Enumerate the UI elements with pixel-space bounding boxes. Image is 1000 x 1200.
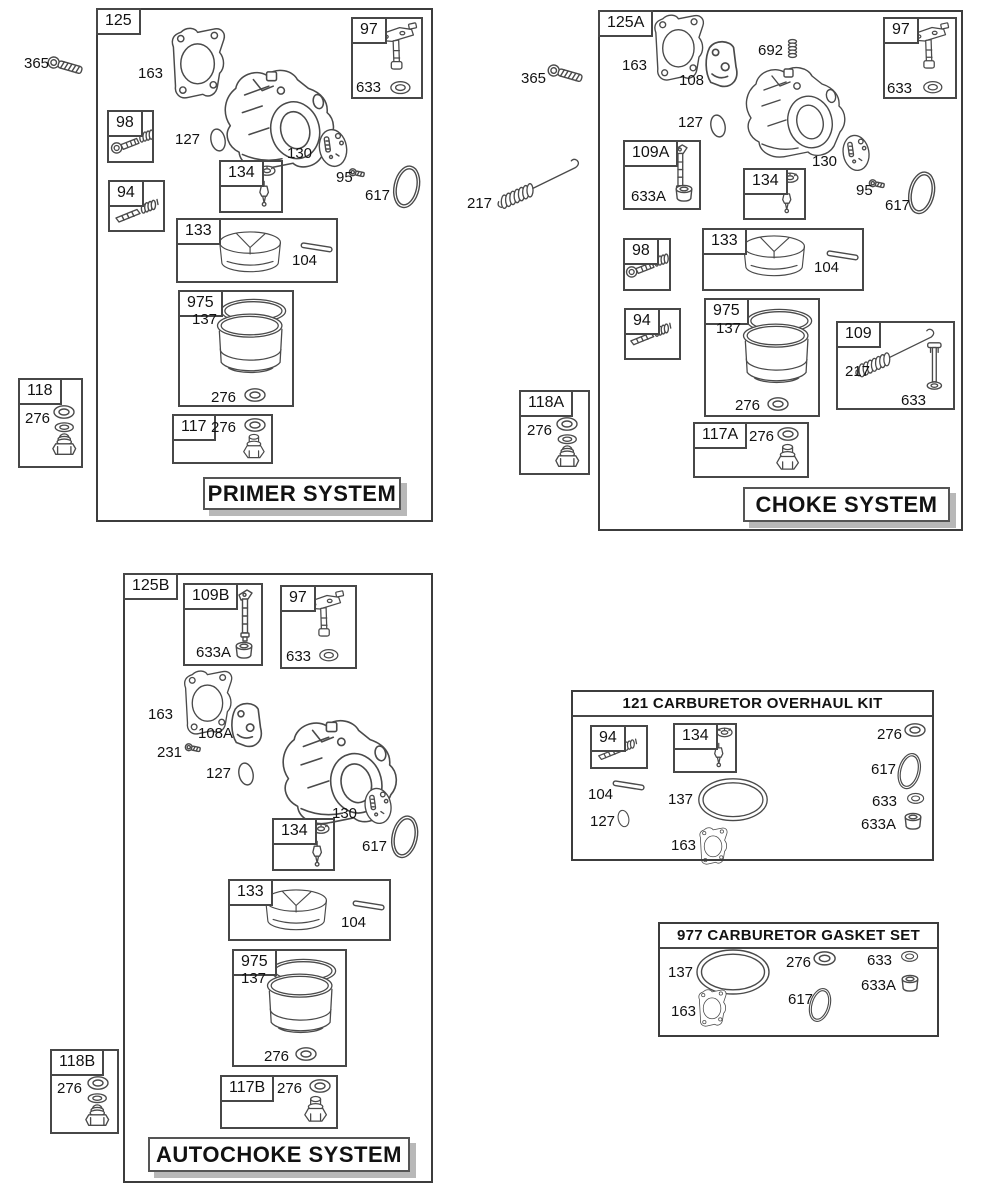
part-label-231: 231: [157, 744, 183, 761]
part-label-127: 127: [590, 813, 616, 830]
part-label-633: 633: [286, 648, 312, 665]
tag-134: 134: [272, 818, 317, 845]
tag-choke-group: 125A: [598, 10, 653, 37]
tag-975: 975: [178, 290, 223, 317]
tag-118: 118: [18, 378, 62, 405]
overhaul-kit-title: 121 CARBURETOR OVERHAUL KIT: [573, 692, 932, 717]
tag-109A: 109A: [623, 140, 678, 167]
part-label-217: 217: [467, 195, 493, 212]
part-label-276: 276: [277, 1080, 303, 1097]
part-label-617: 617: [788, 991, 814, 1008]
part-label-633A: 633A: [861, 816, 897, 833]
part-label-130: 130: [812, 153, 838, 170]
part-label-633A: 633A: [861, 977, 897, 994]
part-label-633: 633: [872, 793, 898, 810]
tag-133: 133: [176, 218, 221, 245]
part-label-163: 163: [148, 706, 174, 723]
tag-134: 134: [219, 160, 264, 187]
part-label-127: 127: [678, 114, 704, 131]
tag-98: 98: [623, 238, 659, 265]
part-label-104: 104: [292, 252, 318, 269]
part-label-137: 137: [241, 970, 267, 987]
part-label-633: 633: [867, 952, 893, 969]
part-label-276: 276: [877, 726, 903, 743]
part-label-95: 95: [856, 182, 873, 199]
part-label-633: 633: [356, 79, 382, 96]
tag-118A: 118A: [519, 390, 573, 417]
tag-primer-group: 125: [96, 8, 141, 35]
part-label-104: 104: [588, 786, 614, 803]
choke-system-title: CHOKE SYSTEM: [743, 487, 950, 522]
part-label-127: 127: [175, 131, 201, 148]
part-label-108A: 108A: [198, 725, 234, 742]
tag-134: 134: [743, 168, 788, 195]
part-label-130: 130: [332, 805, 358, 822]
tag-94: 94: [624, 308, 660, 335]
part-label-163: 163: [671, 1003, 697, 1020]
part-label-137: 137: [668, 964, 694, 981]
part-label-276: 276: [57, 1080, 83, 1097]
part-label-163: 163: [622, 57, 648, 74]
tag-117: 117: [172, 414, 216, 441]
part-label-217: 217: [845, 363, 871, 380]
tag-109B: 109B: [183, 583, 238, 610]
tag-97: 97: [280, 585, 316, 612]
tag-117A: 117A: [693, 422, 747, 449]
part-label-130: 130: [287, 145, 313, 162]
part-label-163: 163: [671, 837, 697, 854]
choke-spring-icon: [498, 159, 578, 208]
part-label-617: 617: [885, 197, 911, 214]
part-label-276: 276: [25, 410, 51, 427]
part-label-617: 617: [362, 838, 388, 855]
tag-97: 97: [351, 17, 387, 44]
part-label-276: 276: [211, 419, 237, 436]
tag-118B: 118B: [50, 1049, 104, 1076]
part-label-137: 137: [668, 791, 694, 808]
part-label-276: 276: [527, 422, 553, 439]
part-label-617: 617: [871, 761, 897, 778]
part-label-365: 365: [24, 55, 50, 72]
screw-icon: [47, 56, 83, 76]
part-label-95: 95: [336, 169, 353, 186]
gasket-set-box: [658, 922, 939, 1037]
part-label-104: 104: [814, 259, 840, 276]
tag-134: 134: [673, 723, 718, 750]
part-label-137: 137: [716, 320, 742, 337]
part-label-276: 276: [211, 389, 237, 406]
part-label-633A: 633A: [631, 188, 667, 205]
part-label-163: 163: [138, 65, 164, 82]
tag-97: 97: [883, 17, 919, 44]
part-label-276: 276: [786, 954, 812, 971]
tag-autochoke-group: 125B: [123, 573, 178, 600]
gasket-set-title: 977 CARBURETOR GASKET SET: [660, 924, 937, 949]
tag-975: 975: [704, 298, 749, 325]
part-label-365: 365: [521, 70, 547, 87]
screw-icon: [547, 64, 583, 84]
tag-133: 133: [228, 879, 273, 906]
tag-94: 94: [108, 180, 144, 207]
part-label-633A: 633A: [196, 644, 232, 661]
primer-system-title: PRIMER SYSTEM: [203, 477, 401, 510]
autochoke-system-title: AUTOCHOKE SYSTEM: [148, 1137, 410, 1172]
tag-133: 133: [702, 228, 747, 255]
tag-975: 975: [232, 949, 277, 976]
part-label-617: 617: [365, 187, 391, 204]
part-label-633: 633: [901, 392, 927, 409]
tag-117B: 117B: [220, 1075, 274, 1102]
tag-98: 98: [107, 110, 143, 137]
part-label-276: 276: [749, 428, 775, 445]
tag-109: 109: [836, 321, 881, 348]
part-label-137: 137: [192, 311, 218, 328]
part-label-276: 276: [735, 397, 761, 414]
part-label-108: 108: [679, 72, 705, 89]
part-label-276: 276: [264, 1048, 290, 1065]
tag-94: 94: [590, 725, 626, 752]
part-label-127: 127: [206, 765, 232, 782]
part-label-633: 633: [887, 80, 913, 97]
part-label-692: 692: [758, 42, 784, 59]
part-label-104: 104: [341, 914, 367, 931]
